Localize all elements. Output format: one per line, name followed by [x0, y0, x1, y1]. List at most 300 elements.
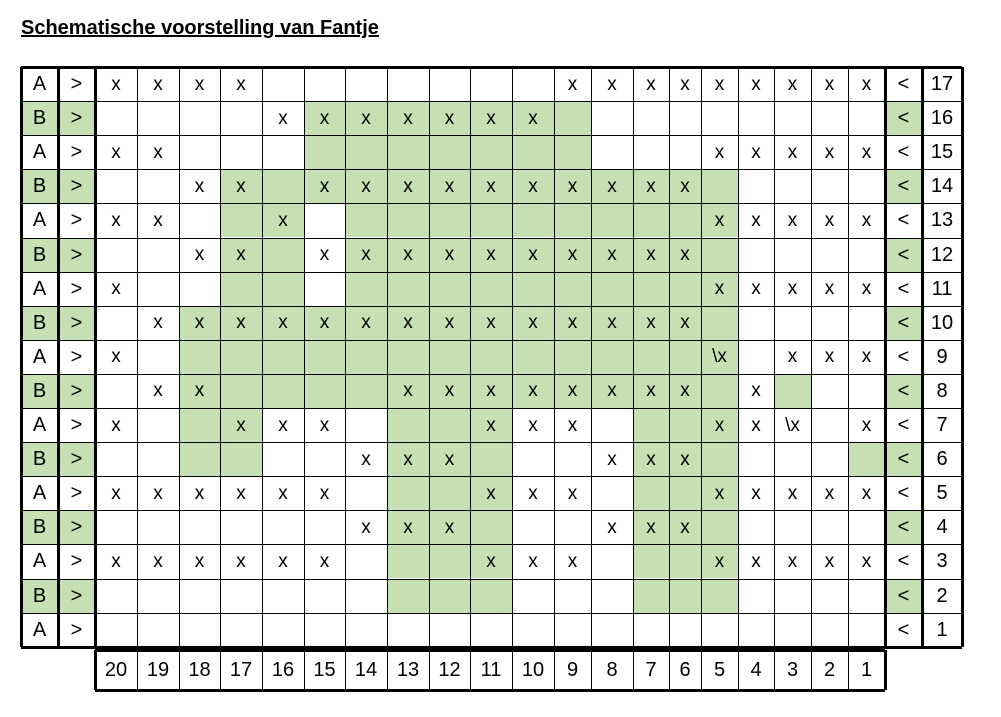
stitch-cell	[701, 101, 738, 135]
stitch-cell	[811, 101, 848, 135]
stitch-cell	[774, 442, 811, 476]
row-number: 9	[936, 345, 948, 368]
stitch-cell: x	[787, 278, 798, 300]
stitch-cell: x	[567, 414, 578, 436]
column-number: 7	[645, 658, 657, 681]
row-start-marker: >	[70, 277, 83, 300]
row-end-marker: <	[897, 414, 910, 437]
stitch-cell	[429, 476, 470, 510]
column-number: 3	[786, 658, 799, 681]
stitch-cell: x	[470, 169, 512, 203]
stitch-cell: x	[194, 482, 205, 504]
grid-line	[21, 169, 962, 170]
grid-line	[811, 650, 812, 690]
stitch-cell: x	[387, 238, 429, 272]
stitch-cell	[179, 442, 220, 476]
row-number: 10	[930, 311, 954, 334]
stitch-cell: x	[633, 374, 669, 408]
stitch-cell	[591, 135, 633, 169]
stitch-cell	[179, 272, 220, 306]
grid-line	[884, 650, 887, 690]
stitch-cell: x	[387, 442, 429, 476]
stitch-cell	[345, 135, 387, 169]
stitch-cell	[811, 408, 848, 442]
stitch-cell: x	[470, 306, 512, 340]
stitch-cell	[262, 510, 304, 544]
stitch-cell: x	[470, 476, 512, 510]
stitch-cell	[429, 408, 470, 442]
stitch-cell	[512, 579, 554, 613]
grid-line	[262, 650, 263, 690]
stitch-cell	[470, 340, 512, 374]
stitch-cell	[591, 203, 633, 237]
stitch-cell	[669, 203, 701, 237]
stitch-cell: x	[236, 550, 246, 572]
stitch-cell: x	[470, 101, 512, 135]
stitch-cell	[95, 238, 137, 272]
stitch-cell: x	[111, 550, 121, 572]
stitch-cell	[669, 408, 701, 442]
stitch-cell	[701, 238, 738, 272]
grid-line	[21, 374, 962, 375]
grid-line	[21, 66, 962, 69]
stitch-cell: x	[861, 141, 872, 163]
stitch-cell	[429, 67, 470, 101]
stitch-cell: x	[861, 346, 872, 368]
stitch-cell	[811, 238, 848, 272]
stitch-cell: x	[304, 101, 345, 135]
stitch-cell	[554, 442, 591, 476]
stitch-cell	[387, 340, 429, 374]
grid-line	[179, 67, 180, 647]
row-number: 4	[936, 516, 948, 539]
grid-line	[512, 67, 513, 647]
stitch-cell	[345, 272, 387, 306]
stitch-cell: x	[179, 374, 220, 408]
stitch-cell: x	[554, 169, 591, 203]
stitch-cell	[774, 510, 811, 544]
stitch-cell	[262, 135, 304, 169]
stitch-cell	[95, 613, 137, 647]
stitch-cell: x	[824, 141, 835, 163]
grid-line	[884, 67, 887, 647]
stitch-cell	[512, 340, 554, 374]
grid-line	[669, 650, 670, 690]
stitch-cell	[774, 613, 811, 647]
stitch-cell: x	[787, 346, 798, 368]
row-number: 3	[936, 550, 948, 573]
row-end-marker: <	[885, 101, 922, 135]
stitch-cell	[429, 579, 470, 613]
stitch-cell: x	[387, 510, 429, 544]
row-number: 14	[930, 175, 954, 198]
stitch-cell	[633, 544, 669, 578]
stitch-cell	[738, 306, 774, 340]
stitch-cell	[591, 476, 633, 510]
stitch-cell: x	[345, 238, 387, 272]
stitch-cell	[512, 135, 554, 169]
grid-line	[20, 67, 23, 647]
stitch-cell	[633, 135, 669, 169]
stitch-cell	[554, 340, 591, 374]
stitch-cell	[591, 101, 633, 135]
stitch-cell	[633, 476, 669, 510]
grid-line	[633, 67, 634, 647]
stitch-cell	[470, 135, 512, 169]
stitch-cell	[95, 510, 137, 544]
stitch-cell: x	[633, 442, 669, 476]
stitch-cell	[848, 101, 885, 135]
stitch-cell	[669, 544, 701, 578]
stitch-cell: x	[262, 306, 304, 340]
stitch-cell: x	[714, 73, 725, 95]
grid-line	[701, 650, 702, 690]
stitch-cell	[669, 579, 701, 613]
stitch-cell	[633, 408, 669, 442]
row-end-marker: <	[897, 141, 910, 164]
stitch-cell	[591, 408, 633, 442]
stitch-cell: x	[751, 414, 761, 436]
row-start-marker: >	[70, 414, 83, 437]
stitch-cell	[591, 272, 633, 306]
stitch-cell: x	[111, 278, 121, 300]
stitch-cell	[220, 442, 262, 476]
grid-line	[701, 67, 702, 647]
row-number: 1	[936, 618, 948, 641]
stitch-cell	[848, 613, 885, 647]
row-start-marker: >	[70, 550, 83, 573]
stitch-cell: x	[220, 169, 262, 203]
stitch-cell	[262, 613, 304, 647]
stitch-cell	[387, 579, 429, 613]
stitch-cell	[429, 544, 470, 578]
stitch-cell	[220, 374, 262, 408]
stitch-cell: x	[751, 278, 761, 300]
stitch-cell: x	[528, 414, 538, 436]
stitch-cell: x	[429, 306, 470, 340]
stitch-cell	[304, 579, 345, 613]
stitch-cell: x	[861, 73, 872, 95]
stitch-cell	[345, 544, 387, 578]
stitch-cell	[512, 272, 554, 306]
row-end-marker: <	[885, 442, 922, 476]
row-number: 16	[930, 107, 954, 130]
row-start-marker: >	[70, 482, 83, 505]
stitch-cell	[738, 579, 774, 613]
grid-line	[387, 650, 388, 690]
stitch-cell	[345, 408, 387, 442]
stitch-cell: x	[701, 408, 738, 442]
stitch-cell: x	[669, 510, 701, 544]
stitch-cell: x	[470, 544, 512, 578]
stitch-cell: x	[751, 550, 761, 572]
stitch-cell	[387, 67, 429, 101]
grid-line	[94, 67, 97, 647]
row-end-marker: <	[897, 209, 910, 232]
stitch-cell	[848, 579, 885, 613]
stitch-cell	[387, 476, 429, 510]
stitch-cell: x	[787, 550, 798, 572]
stitch-cell	[512, 613, 554, 647]
stitch-cell: x	[751, 209, 761, 231]
stitch-cell	[470, 613, 512, 647]
stitch-cell: x	[701, 203, 738, 237]
stitch-cell	[345, 579, 387, 613]
stitch-cell	[470, 203, 512, 237]
row-label: A	[32, 277, 47, 300]
grid-line	[21, 408, 962, 409]
stitch-cell	[179, 510, 220, 544]
stitch-cell: x	[824, 550, 835, 572]
stitch-cell	[738, 101, 774, 135]
grid-line	[95, 649, 885, 652]
stitch-cell: x	[512, 169, 554, 203]
grid-line	[811, 67, 812, 647]
stitch-cell: \x	[785, 414, 800, 436]
column-number: 6	[679, 658, 691, 681]
stitch-cell: x	[567, 482, 578, 504]
row-number: 12	[930, 243, 954, 266]
stitch-cell: x	[153, 312, 163, 334]
stitch-cell	[774, 374, 811, 408]
column-number: 9	[566, 658, 579, 681]
stitch-cell: x	[111, 141, 121, 163]
stitch-cell: x	[470, 374, 512, 408]
row-label: B	[21, 510, 58, 544]
stitch-cell	[304, 340, 345, 374]
stitch-cell	[848, 442, 885, 476]
stitch-cell: x	[861, 278, 872, 300]
grid-line	[21, 613, 962, 614]
stitch-cell	[137, 408, 179, 442]
stitch-cell	[554, 203, 591, 237]
grid-line	[669, 67, 670, 647]
row-number: 7	[936, 414, 948, 437]
row-start-marker: >	[58, 101, 95, 135]
stitch-cell: x	[179, 306, 220, 340]
stitch-cell: x	[111, 414, 121, 436]
grid-line	[21, 272, 962, 273]
stitch-cell	[811, 613, 848, 647]
stitch-cell: x	[669, 306, 701, 340]
stitch-cell: x	[861, 209, 872, 231]
stitch-cell: x	[429, 238, 470, 272]
stitch-cell	[137, 101, 179, 135]
stitch-cell	[701, 374, 738, 408]
row-start-marker: >	[70, 209, 83, 232]
stitch-cell	[137, 169, 179, 203]
grid-line	[512, 650, 513, 690]
stitch-cell	[345, 203, 387, 237]
stitch-cell	[429, 613, 470, 647]
stitch-cell	[429, 135, 470, 169]
stitch-cell: x	[153, 209, 163, 231]
stitch-cell	[304, 203, 345, 237]
stitch-cell: x	[153, 73, 163, 95]
stitch-cell: x	[153, 550, 163, 572]
stitch-cell: x	[528, 550, 538, 572]
stitch-cell: x	[607, 448, 617, 470]
stitch-cell: x	[220, 408, 262, 442]
stitch-cell: x	[345, 101, 387, 135]
stitch-cell: x	[304, 169, 345, 203]
stitch-cell: x	[194, 244, 205, 266]
grid-line	[961, 67, 964, 647]
row-start-marker: >	[58, 238, 95, 272]
stitch-cell	[591, 340, 633, 374]
column-number: 14	[354, 658, 378, 681]
row-label: A	[32, 550, 47, 573]
stitch-cell	[137, 579, 179, 613]
stitch-cell: x	[787, 482, 798, 504]
row-start-marker: >	[58, 442, 95, 476]
stitch-cell	[512, 442, 554, 476]
stitch-cell	[304, 374, 345, 408]
stitch-cell: x	[345, 306, 387, 340]
grid-line	[21, 442, 962, 443]
stitch-cell: x	[787, 73, 798, 95]
grid-line	[774, 67, 775, 647]
stitch-cell: x	[111, 482, 121, 504]
stitch-cell	[304, 442, 345, 476]
row-label: B	[21, 238, 58, 272]
stitch-cell	[387, 613, 429, 647]
stitch-cell	[220, 579, 262, 613]
stitch-cell: x	[361, 448, 371, 470]
stitch-cell	[591, 613, 633, 647]
stitch-cell: x	[591, 374, 633, 408]
stitch-cell	[95, 169, 137, 203]
stitch-cell: x	[194, 73, 205, 95]
stitch-cell: x	[153, 482, 163, 504]
stitch-cell: x	[824, 209, 835, 231]
grid-line	[304, 67, 305, 647]
stitch-cell: x	[387, 101, 429, 135]
stitch-cell: x	[591, 306, 633, 340]
grid-line	[137, 650, 138, 690]
stitch-cell	[179, 408, 220, 442]
stitch-cell	[738, 169, 774, 203]
row-start-marker: >	[58, 510, 95, 544]
stitch-cell	[179, 203, 220, 237]
stitch-cell	[137, 272, 179, 306]
stitch-cell	[633, 101, 669, 135]
row-end-marker: <	[897, 277, 910, 300]
stitch-cell	[137, 340, 179, 374]
stitch-cell: x	[824, 346, 835, 368]
grid-line	[470, 650, 471, 690]
stitch-cell	[95, 306, 137, 340]
stitch-cell: x	[554, 306, 591, 340]
grid-line	[179, 650, 180, 690]
grid-line	[921, 67, 924, 647]
stitch-cell	[220, 272, 262, 306]
stitch-cell	[669, 135, 701, 169]
grid-line	[21, 238, 962, 239]
stitch-cell: x	[701, 476, 738, 510]
grid-line	[738, 67, 739, 647]
stitch-cell: x	[714, 141, 725, 163]
column-number: 13	[396, 658, 420, 681]
stitch-cell	[811, 579, 848, 613]
stitch-cell	[262, 340, 304, 374]
grid-line	[848, 67, 849, 647]
stitch-cell: x	[319, 550, 330, 572]
grid-line	[220, 650, 221, 690]
grid-line	[345, 67, 346, 647]
stitch-cell	[774, 579, 811, 613]
grid-line	[591, 67, 592, 647]
stitch-cell	[470, 579, 512, 613]
row-start-marker: >	[58, 374, 95, 408]
stitch-cell: x	[319, 482, 330, 504]
stitch-cell	[470, 67, 512, 101]
stitch-cell	[262, 374, 304, 408]
grid-line	[21, 101, 962, 102]
row-end-marker: <	[885, 238, 922, 272]
column-number: 18	[188, 658, 211, 681]
stitch-cell: x	[278, 107, 288, 129]
grid-line	[554, 67, 555, 647]
stitch-cell: x	[470, 408, 512, 442]
stitch-cell	[669, 272, 701, 306]
grid-line	[633, 650, 634, 690]
column-number: 11	[480, 658, 502, 681]
stitch-cell: x	[194, 175, 205, 197]
stitch-cell	[387, 135, 429, 169]
stitch-cell	[429, 272, 470, 306]
row-label: B	[21, 442, 58, 476]
row-end-marker: <	[897, 345, 910, 368]
stitch-cell: x	[567, 550, 578, 572]
stitch-cell: x	[554, 374, 591, 408]
stitch-cell	[220, 510, 262, 544]
stitch-cell: x	[751, 482, 761, 504]
row-number: 2	[936, 584, 948, 607]
stitch-cell: x	[262, 203, 304, 237]
stitch-cell	[220, 101, 262, 135]
stitch-cell	[669, 340, 701, 374]
column-number: 4	[750, 658, 762, 681]
row-label: B	[21, 374, 58, 408]
row-label: A	[32, 345, 47, 368]
stitch-cell	[774, 101, 811, 135]
grid-line	[429, 650, 430, 690]
stitch-cell	[470, 510, 512, 544]
stitch-cell: x	[861, 414, 872, 436]
grid-line	[21, 544, 962, 545]
stitch-cell: x	[111, 73, 121, 95]
stitch-cell: x	[361, 516, 371, 538]
stitch-cell: x	[345, 169, 387, 203]
column-number: 5	[713, 658, 726, 681]
row-number: 5	[936, 482, 948, 505]
stitch-cell	[262, 579, 304, 613]
stitch-cell	[811, 510, 848, 544]
row-label: B	[21, 306, 58, 340]
stitch-cell: x	[220, 306, 262, 340]
stitch-cell	[179, 135, 220, 169]
stitch-cell: x	[319, 414, 330, 436]
stitch-cell	[554, 579, 591, 613]
stitch-cell	[811, 442, 848, 476]
column-number: 1	[860, 658, 873, 681]
row-number: 11	[931, 277, 953, 300]
stitch-cell: x	[554, 238, 591, 272]
stitch-cell: x	[861, 550, 872, 572]
stitch-cell: x	[824, 73, 835, 95]
grid-line	[345, 650, 346, 690]
